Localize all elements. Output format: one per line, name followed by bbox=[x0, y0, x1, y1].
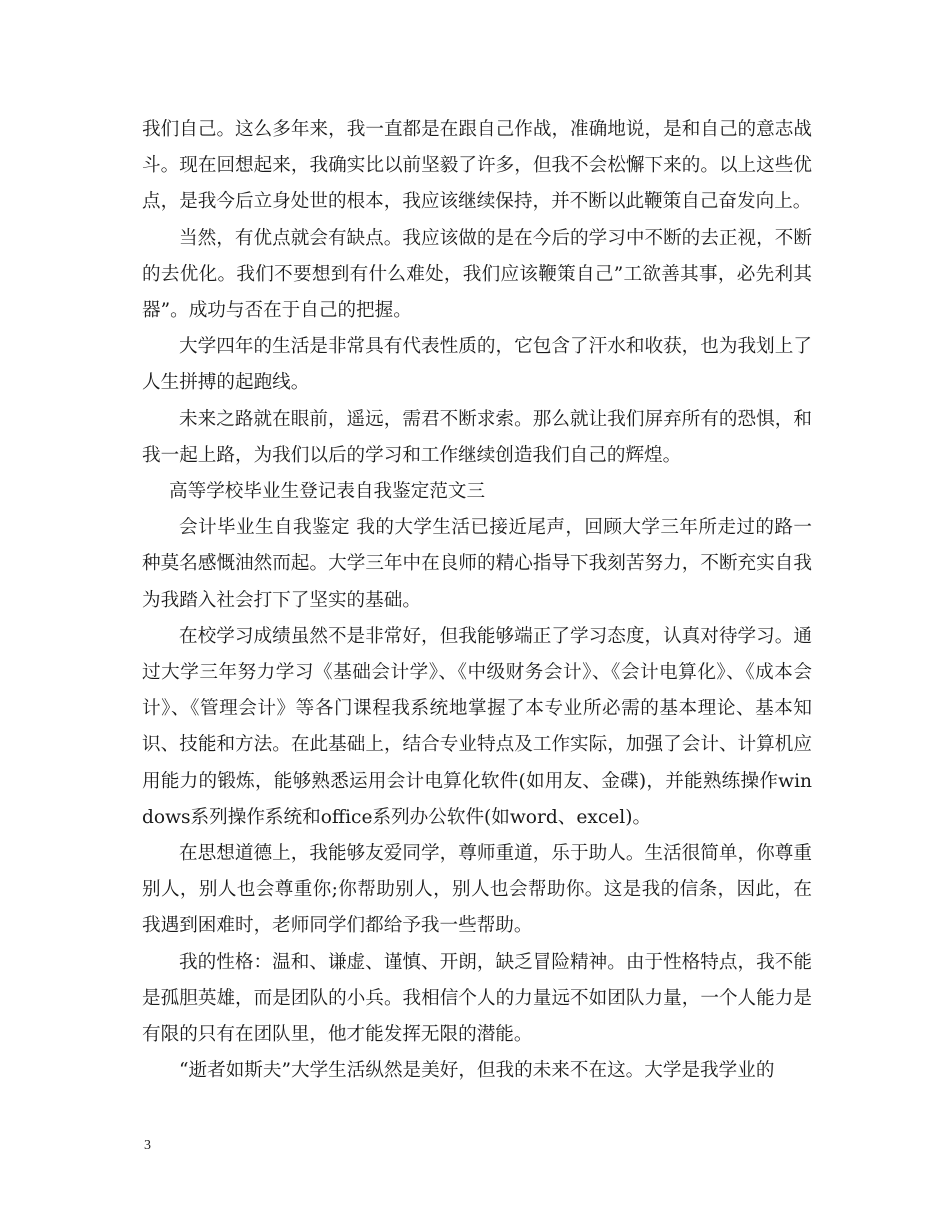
page-number: 3 bbox=[144, 1138, 151, 1153]
paragraph-study: 在校学习成绩虽然不是非常好，但我能够端正了学习态度，认真对待学习。通过大学三年努力学习《基础会计学》、《中级财务会计》、《会计电算化》、《成本会计》、《管理会计》等各门课程我系统地掌握了本专业所必需的基本理论、基本知识、技能和方法。在此基础上，结合专业特点及工作实际，加强了会计、计算机应用能力的锻炼，能够熟悉运用会计电算化软件(如用友、金碟)，并能熟练操作windows系列操作系统和office系列办公软件(如word、excel)。 bbox=[142, 625, 812, 828]
paragraph-continuation: 我们自己。这么多年来，我一直都是在跟自己作战，准确地说，是和自己的意志战斗。现在回想起来，我确实比以前坚毅了许多，但我不会松懈下来的。以上这些优点，是我今后立身处世的根本，我应该继续保持，并不断以此鞭策自己奋发向上。 bbox=[142, 119, 812, 213]
paragraph-four-years: 大学四年的生活是非常具有代表性质的，它包含了汗水和收获，也为我划上了人生拼搏的起跑线。 bbox=[142, 336, 812, 394]
paragraph-future-road: 未来之路就在眼前，遥远，需君不断求索。那么就让我们屏弃所有的恐惧，和我一起上路，为我们以后的学习和工作继续创造我们自己的辉煌。 bbox=[142, 408, 812, 466]
paragraph-accounting-intro: 会计毕业生自我鉴定 我的大学生活已接近尾声，回顾大学三年所走过的路一种莫名感慨油然而起。大学三年中在良师的精心指导下我刻苦努力，不断充实自我为我踏入社会打下了坚实的基础。 bbox=[142, 517, 812, 611]
paragraph-morality: 在思想道德上，我能够友爱同学，尊师重道，乐于助人。生活很简单，你尊重别人，别人也会尊重你;你帮助别人，别人也会帮助你。这是我的信条，因此，在我遇到困难时，老师同学们都给予我一些帮助。 bbox=[142, 843, 812, 937]
paragraph-closing: “逝者如斯夫”大学生活纵然是美好，但我的未来不在这。大学是我学业的 bbox=[179, 1060, 775, 1082]
section-heading: 高等学校毕业生登记表自我鉴定范文三 bbox=[169, 481, 486, 503]
paragraph-shortcomings: 当然，有优点就会有缺点。我应该做的是在今后的学习中不断的去正视，不断的去优化。我们不要想到有什么难处，我们应该鞭策自己”工欲善其事，必先利其器”。成功与否在于自己的把握。 bbox=[142, 227, 812, 322]
paragraph-personality: 我的性格：温和、谦虚、谨慎、开朗，缺乏冒险精神。由于性格特点，我不能是孤胆英雄，而是团队的小兵。我相信个人的力量远不如团队力量，一个人能力是有限的只有在团队里，他才能发挥无限的潜能。 bbox=[142, 951, 812, 1046]
document-body bbox=[142, 112, 812, 1089]
